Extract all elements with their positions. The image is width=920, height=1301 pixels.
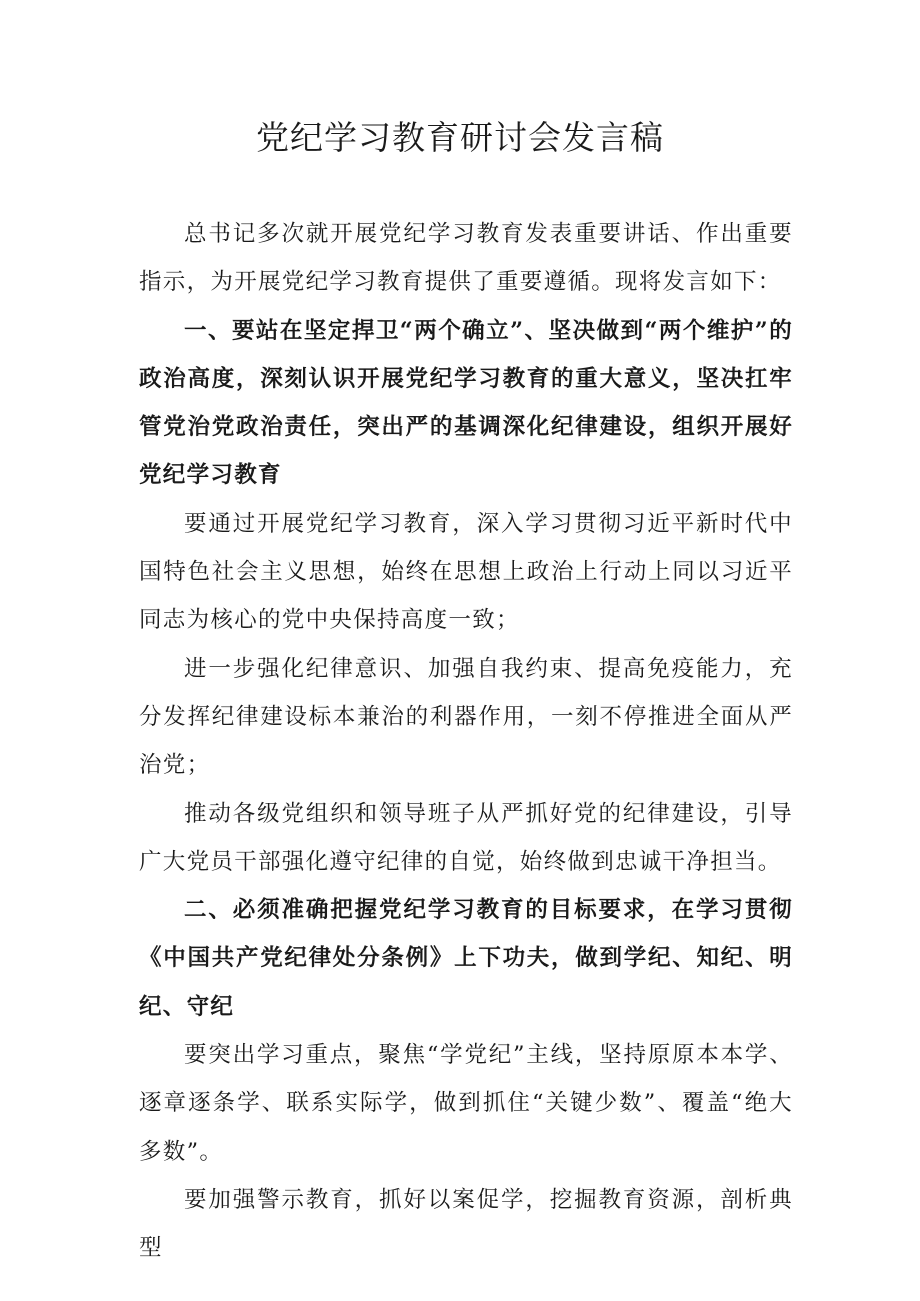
document-title: 党纪学习教育研讨会发言稿 [256,118,664,157]
section-heading-1: 一、要站在坚定捍卫“两个确立”、坚决做到“两个维护”的政治高度，深刻认识开展党纪学习教育的重大意义，坚决扛牢管党治党政治责任，突出严的基调深化纪律建设，组织开展好党纪学习教育 [139,317,793,489]
body-paragraph: 进一步强化纪律意识、加强自我约束、提高免疫能力，充分发挥纪律建设标本兼治的利器作用，一刻不停推进全面从严治党； [139,655,793,779]
body-paragraph: 要加强警示教育，抓好以案促学，挖掘教育资源，剖析典型 [139,1186,793,1262]
section-heading-2: 二、必须准确把握党纪学习教育的目标要求，在学习贯彻《中国共产党纪律处分条例》上下功夫，做到学纪、知纪、明纪、守纪 [139,897,793,1020]
body-paragraph: 要突出学习重点，聚焦“学党纪”主线，坚持原原本本学、逐章逐条学、联系实际学，做到抓住“关键少数”、覆盖“绝大多数”。 [139,1042,793,1165]
document-body [139,210,793,1273]
body-paragraph: 推动各级党组织和领导班子从严抓好党的纪律建设，引导广大党员干部强化遵守纪律的自觉，始终做到忠诚干净担当。 [139,800,793,875]
intro-paragraph: 总书记多次就开展党纪学习教育发表重要讲话、作出重要指示，为开展党纪学习教育提供了重要遵循。现将发言如下： [139,221,793,296]
body-paragraph: 要通过开展党纪学习教育，深入学习贯彻习近平新时代中国特色社会主义思想，始终在思想上政治上行动上同以习近平同志为核心的党中央保持高度一致； [139,510,793,634]
